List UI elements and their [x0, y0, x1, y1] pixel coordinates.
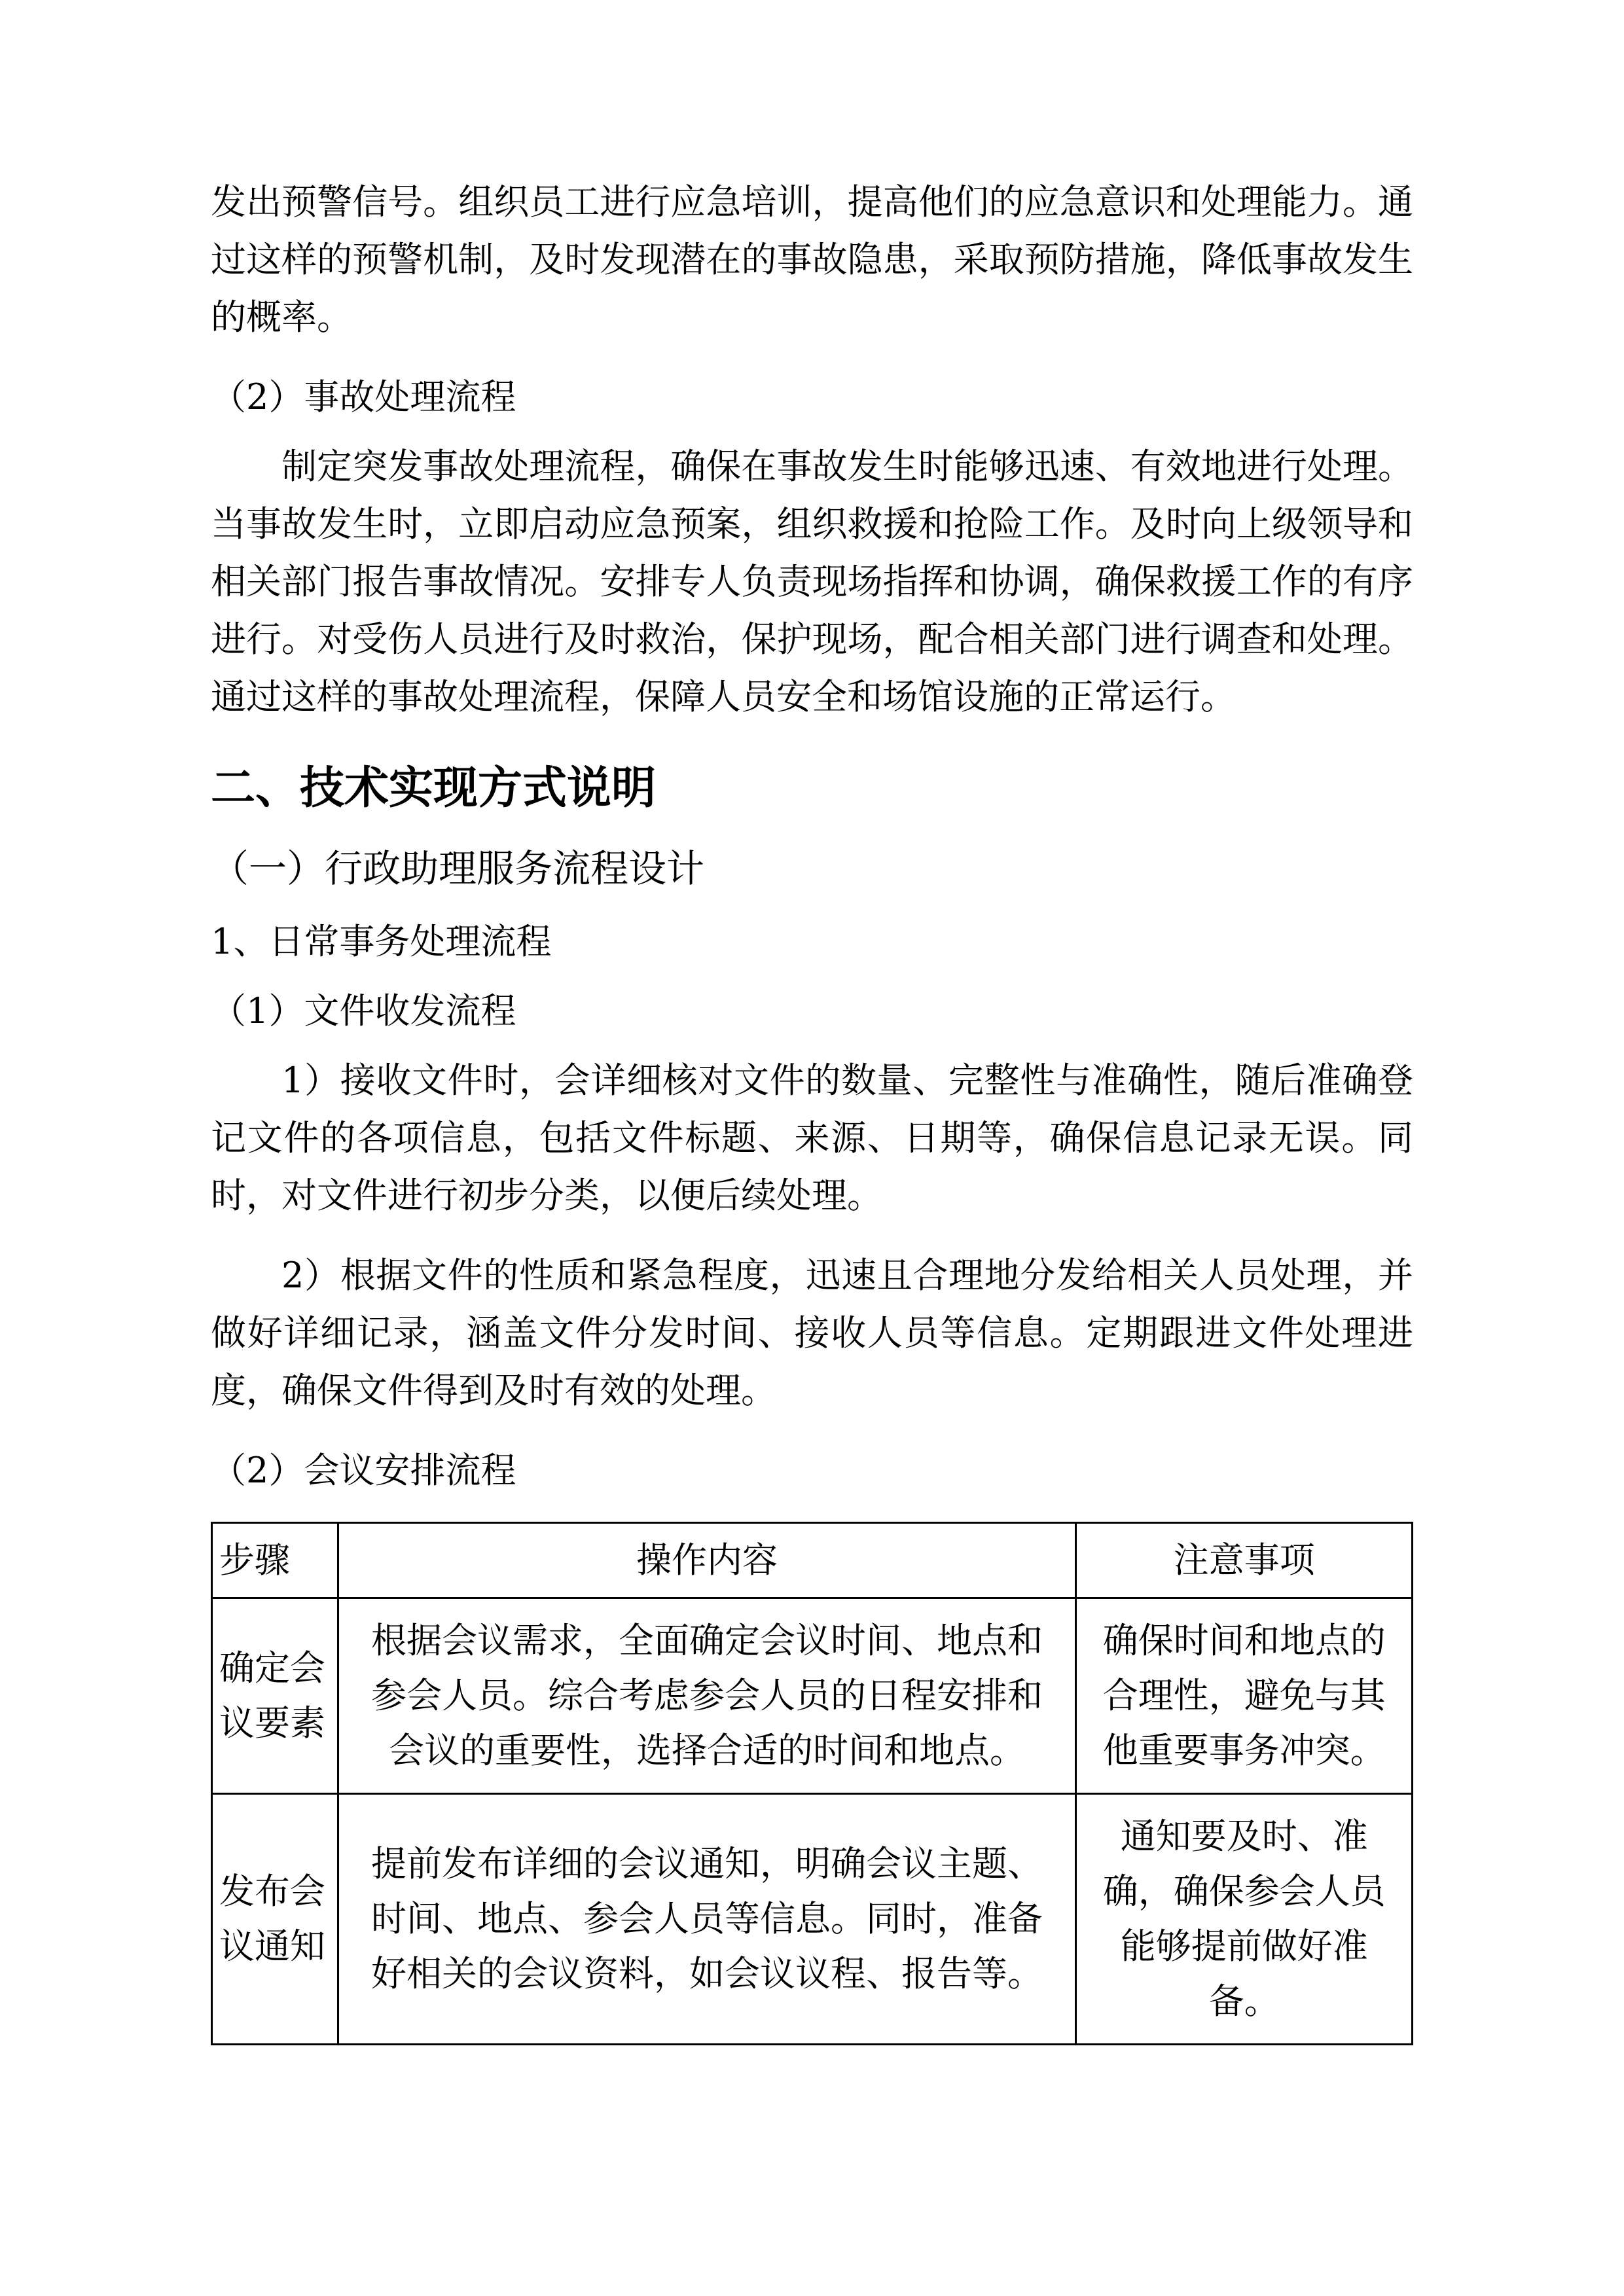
table-cell-step: 发布会议通知: [212, 1794, 338, 2045]
table-cell-step: 确定会议要素: [212, 1598, 338, 1794]
paragraph-incident-flow: 制定突发事故处理流程，确保在事故发生时能够迅速、有效地进行处理。当事故发生时，立即启动应急预案，组织救援和抢险工作。及时向上级领导和相关部门报告事故情况。安排专人负责现场指挥和协调，确保救援工作的有序进行。对受伤人员进行及时救治，保护现场，配合相关部门进行调查和处理。通过这样的事故处理流程，保障人员安全和场馆设施的正常运行。: [211, 446, 1413, 717]
paragraph-doc-distribute: 2）根据文件的性质和紧急程度，迅速且合理地分发给相关人员处理，并做好详细记录，涵盖文件分发时间、接收人员等信息。定期跟进文件处理进度，确保文件得到及时有效的处理。: [211, 1255, 1413, 1411]
table-header-notes: 注意事项: [1076, 1523, 1413, 1598]
paragraph-warning-continuation: 发出预警信号。组织员工进行应急培训，提高他们的应急意识和处理能力。通过这样的预警机制，及时发现潜在的事故隐患，采取预防措施，降低事故发生的概率。: [211, 181, 1413, 338]
heading-meeting-flow: （2）会议安排流程: [211, 1450, 516, 1491]
table-cell-operation: 根据会议需求，全面确定会议时间、地点和参会人员。综合考虑参会人员的日程安排和会议的重要性，选择合适的时间和地点。: [338, 1598, 1076, 1794]
heading-section-2: 二、技术实现方式说明: [211, 762, 657, 814]
meeting-arrangement-table: [211, 1522, 1413, 2045]
table-cell-notes: 通知要及时、准确，确保参会人员能够提前做好准备。: [1076, 1794, 1413, 2045]
table-header-step: 步骤: [212, 1523, 338, 1598]
table-header-operation: 操作内容: [338, 1523, 1076, 1598]
table-cell-notes: 确保时间和地点的合理性，避免与其他重要事务冲突。: [1076, 1598, 1413, 1794]
table-cell-operation: 提前发布详细的会议通知，明确会议主题、时间、地点、参会人员等信息。同时，准备好相关的会议资料，如会议议程、报告等。: [338, 1794, 1076, 2045]
heading-doc-flow: （1）文件收发流程: [211, 990, 516, 1031]
heading-daily-affairs: 1、日常事务处理流程: [211, 921, 552, 962]
heading-incident-flow: （2）事故处理流程: [211, 376, 516, 418]
table-row: [212, 1794, 1413, 2045]
table-header-row: [212, 1523, 1413, 1598]
heading-section-2-1: （一）行政助理服务流程设计: [211, 846, 705, 891]
table-row: [212, 1598, 1413, 1794]
paragraph-doc-receive: 1）接收文件时，会详细核对文件的数量、完整性与准确性，随后准确登记文件的各项信息，包括文件标题、来源、日期等，确保信息记录无误。同时，对文件进行初步分类，以便后续处理。: [211, 1060, 1413, 1216]
